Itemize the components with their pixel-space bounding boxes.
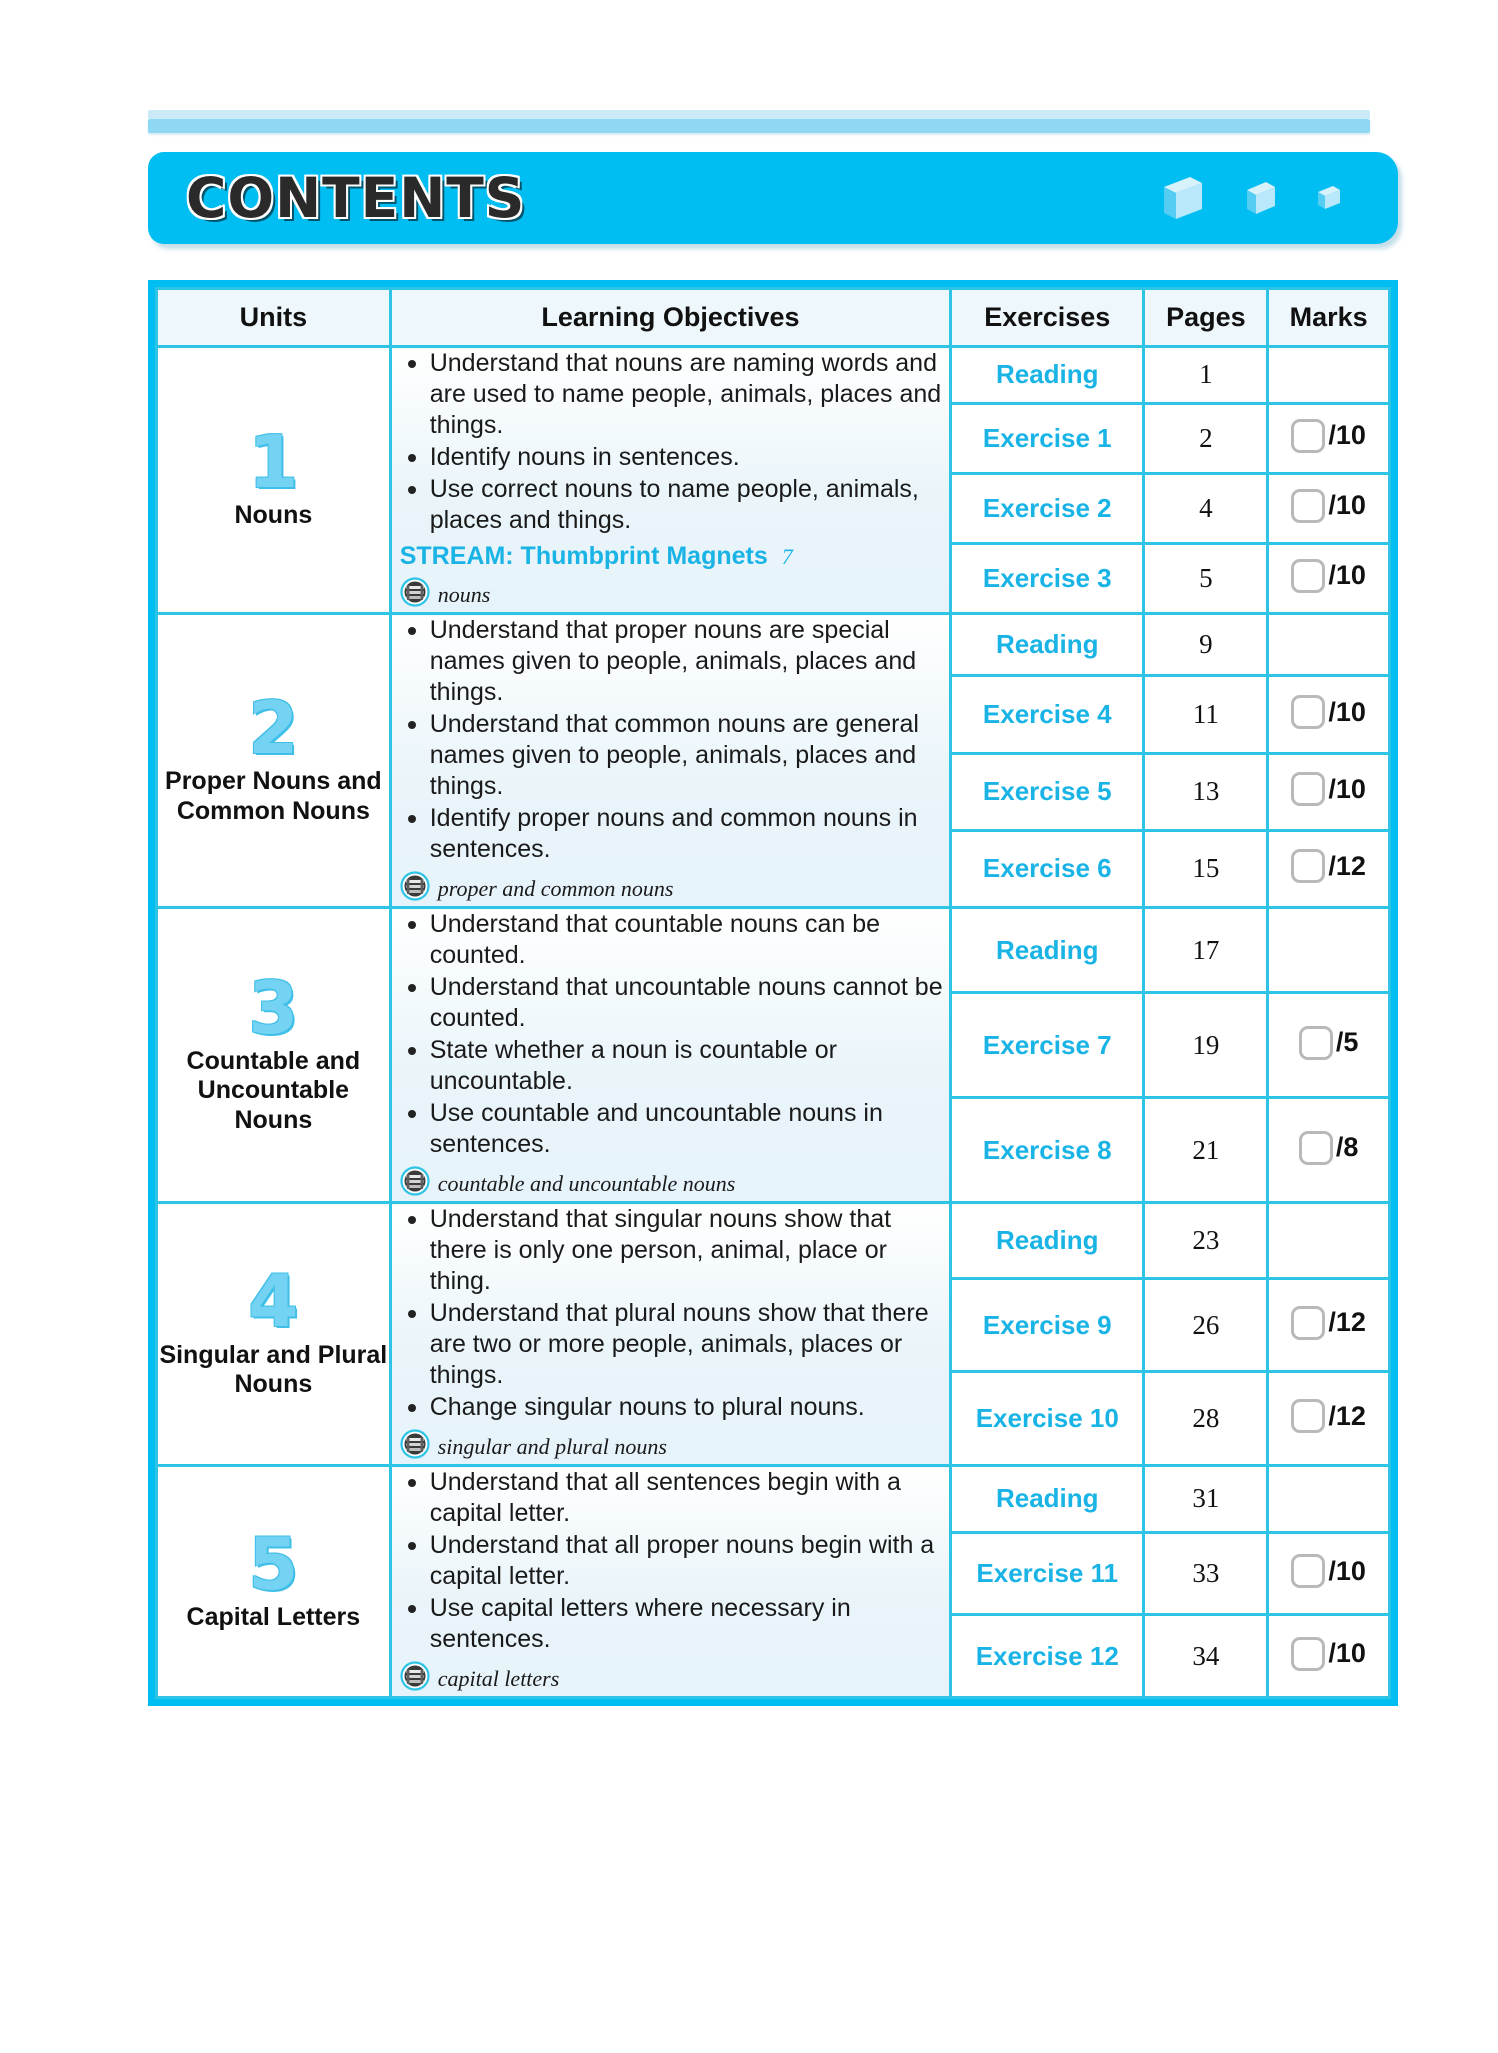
marks-cell xyxy=(1268,614,1390,676)
col-header-marks: Marks xyxy=(1268,289,1390,347)
page-number xyxy=(1144,1278,1268,1372)
unit-number: 2 xyxy=(248,685,299,770)
page-number xyxy=(1144,1203,1268,1279)
stream-label: STREAM: Thumbprint Magnets xyxy=(399,542,768,570)
objective-item: State whether a noun is countable or uncountable. xyxy=(400,1035,949,1097)
marks-total: /12 xyxy=(1328,850,1366,881)
marks-cell[interactable] xyxy=(1268,473,1390,543)
marks-cell[interactable] xyxy=(1268,1615,1390,1698)
table-row xyxy=(157,347,1390,404)
page-number xyxy=(1144,403,1268,473)
marks-cell xyxy=(1268,1203,1390,1279)
page-title: CONTENTS xyxy=(186,166,526,230)
exercise-link[interactable] xyxy=(951,830,1144,907)
page-number-value: 5 xyxy=(1199,562,1213,593)
marks-cell[interactable] xyxy=(1268,993,1390,1098)
objectives-cell-5 xyxy=(390,1466,950,1698)
objective-item: Understand that singular nouns show that there is only one person, animal, place or thing. xyxy=(400,1204,949,1297)
unit-cell-3 xyxy=(157,908,391,1203)
marks-total: /12 xyxy=(1328,1307,1366,1338)
objective-item: Understand that all sentences begin with a capital letter. xyxy=(400,1467,949,1529)
page-number-value: 17 xyxy=(1192,934,1220,965)
marks-total: /10 xyxy=(1328,696,1366,727)
exercise-label: Reading xyxy=(995,934,1099,965)
page-number-value: 23 xyxy=(1192,1224,1220,1255)
video-icon xyxy=(400,1166,430,1201)
marks-entry[interactable] xyxy=(1299,1026,1359,1060)
contents-banner xyxy=(148,152,1398,244)
marks-cell[interactable] xyxy=(1268,543,1390,613)
marks-entry[interactable] xyxy=(1291,772,1366,806)
objective-item: Use countable and uncountable nouns in sentences. xyxy=(400,1098,949,1160)
marks-total: /10 xyxy=(1328,1555,1366,1586)
page-number-value: 28 xyxy=(1192,1403,1220,1434)
score-input-box[interactable] xyxy=(1291,1554,1325,1588)
marks-total: /10 xyxy=(1328,420,1366,451)
score-input-box[interactable] xyxy=(1291,1399,1325,1433)
marks-total: /5 xyxy=(1335,1027,1359,1057)
score-input-box[interactable] xyxy=(1291,849,1325,883)
video-resource[interactable] xyxy=(400,577,949,612)
objective-item: Use capital letters where necessary in sentences. xyxy=(400,1593,949,1655)
table-row xyxy=(157,1203,1390,1279)
video-label: countable and uncountable nouns xyxy=(437,1170,736,1196)
marks-cell[interactable] xyxy=(1268,403,1390,473)
exercise-label: Reading xyxy=(995,1483,1099,1514)
exercise-link[interactable] xyxy=(951,1372,1144,1466)
video-label: proper and common nouns xyxy=(437,875,674,901)
exercise-label: Exercise 9 xyxy=(982,1309,1112,1340)
stream-page-number: 7 xyxy=(781,544,793,569)
page-number xyxy=(1144,473,1268,543)
objectives-cell-3 xyxy=(390,908,950,1203)
marks-total: /10 xyxy=(1328,773,1366,804)
unit-number: 1 xyxy=(248,420,299,505)
unit-title: Nouns xyxy=(234,501,313,530)
exercise-label: Exercise 4 xyxy=(982,699,1112,730)
table-row xyxy=(157,614,1390,676)
video-icon xyxy=(400,1429,430,1464)
col-header-pages: Pages xyxy=(1144,289,1268,347)
objective-item: Understand that plural nouns show that there are two or more people, animals, places or things. xyxy=(400,1298,949,1391)
marks-total: /12 xyxy=(1328,1400,1366,1431)
col-header-exercises: Exercises xyxy=(951,289,1144,347)
exercise-label: Exercise 8 xyxy=(982,1134,1112,1165)
marks-cell xyxy=(1268,347,1390,404)
objective-item: Understand that countable nouns can be counted. xyxy=(400,909,949,971)
page-number-value: 11 xyxy=(1192,699,1219,730)
cube-icon-medium xyxy=(1244,179,1278,217)
unit-title: Countable and Uncountable Nouns xyxy=(186,1046,361,1134)
objective-item: Identify nouns in sentences. xyxy=(400,442,949,473)
score-input-box[interactable] xyxy=(1291,419,1325,453)
table-row xyxy=(157,1466,1390,1533)
score-input-box[interactable] xyxy=(1291,1637,1325,1671)
exercise-link[interactable] xyxy=(951,1203,1144,1279)
video-label: nouns xyxy=(437,581,491,607)
exercise-label: Exercise 11 xyxy=(976,1558,1119,1589)
unit-number: 3 xyxy=(248,965,299,1050)
marks-cell xyxy=(1268,1466,1390,1533)
unit-number: 5 xyxy=(248,1521,299,1606)
exercise-label: Exercise 3 xyxy=(982,562,1112,593)
objectives-list xyxy=(400,615,949,865)
marks-entry[interactable] xyxy=(1291,849,1366,883)
objective-item: Change singular nouns to plural nouns. xyxy=(400,1392,949,1423)
marks-total: /10 xyxy=(1328,560,1366,591)
marks-cell[interactable] xyxy=(1268,753,1390,830)
page-number-value: 2 xyxy=(1199,422,1213,453)
score-input-box[interactable] xyxy=(1299,1131,1333,1165)
video-resource[interactable] xyxy=(400,1429,949,1464)
video-icon xyxy=(400,577,430,612)
objective-item: Understand that all proper nouns begin with a capital letter. xyxy=(400,1530,949,1592)
marks-cell xyxy=(1268,908,1390,993)
unit-cell-1 xyxy=(157,347,391,614)
marks-entry[interactable] xyxy=(1291,559,1366,593)
exercise-link[interactable] xyxy=(951,1615,1144,1698)
exercise-link[interactable] xyxy=(951,347,1144,404)
page-number-value: 19 xyxy=(1192,1029,1220,1060)
exercise-link[interactable] xyxy=(951,753,1144,830)
score-input-box[interactable] xyxy=(1291,559,1325,593)
page-number-value: 4 xyxy=(1199,492,1213,523)
page-number-value: 1 xyxy=(1199,359,1213,390)
page-number xyxy=(1144,908,1268,993)
unit-number: 4 xyxy=(248,1259,299,1344)
page-number-value: 9 xyxy=(1199,629,1213,660)
page-number xyxy=(1144,1098,1268,1203)
table-row xyxy=(157,908,1390,993)
exercise-link[interactable] xyxy=(951,993,1144,1098)
score-input-box[interactable] xyxy=(1291,1306,1325,1340)
marks-entry[interactable] xyxy=(1291,1637,1366,1671)
col-header-units: Units xyxy=(157,289,391,347)
objectives-cell-2 xyxy=(390,614,950,908)
exercise-link[interactable] xyxy=(951,614,1144,676)
marks-entry[interactable] xyxy=(1291,1306,1366,1340)
objective-item: Use correct nouns to name people, animals, places and things. xyxy=(400,474,949,536)
objective-item: Understand that proper nouns are special names given to people, animals, places and things. xyxy=(400,615,949,708)
exercise-link[interactable] xyxy=(951,908,1144,993)
objectives-list xyxy=(400,1204,949,1423)
video-icon xyxy=(400,1661,430,1696)
page-number-value: 15 xyxy=(1192,853,1220,884)
exercise-label: Reading xyxy=(995,1224,1099,1255)
marks-total: /8 xyxy=(1335,1132,1359,1162)
exercise-link[interactable] xyxy=(951,1466,1144,1533)
objectives-cell-1 xyxy=(390,347,950,614)
page-number xyxy=(1144,1615,1268,1698)
page-number xyxy=(1144,1372,1268,1466)
marks-entry[interactable] xyxy=(1291,419,1366,453)
exercise-label: Exercise 6 xyxy=(982,853,1112,884)
page-number xyxy=(1144,543,1268,613)
marks-cell[interactable] xyxy=(1268,1532,1390,1615)
stream-activity xyxy=(400,542,949,571)
page-number-value: 33 xyxy=(1192,1558,1220,1589)
exercise-label: Exercise 5 xyxy=(982,776,1112,807)
exercise-link[interactable] xyxy=(951,403,1144,473)
top-bar-pale xyxy=(148,110,1370,119)
marks-entry[interactable] xyxy=(1291,1554,1366,1588)
col-header-objectives: Learning Objectives xyxy=(390,289,950,347)
marks-entry[interactable] xyxy=(1291,489,1366,523)
page-number xyxy=(1144,1532,1268,1615)
page-number-value: 13 xyxy=(1192,776,1220,807)
marks-cell[interactable] xyxy=(1268,676,1390,753)
page-number xyxy=(1144,347,1268,404)
unit-cell-4 xyxy=(157,1203,391,1466)
banner-icon-group xyxy=(1160,173,1342,223)
exercise-link[interactable] xyxy=(951,1532,1144,1615)
page-number-value: 26 xyxy=(1192,1309,1220,1340)
contents-table xyxy=(155,287,1391,1699)
video-resource[interactable] xyxy=(400,1661,949,1696)
video-resource[interactable] xyxy=(400,1166,949,1201)
unit-title: Capital Letters xyxy=(186,1602,361,1631)
top-bar-strong xyxy=(148,119,1370,133)
top-decorative-bars xyxy=(148,110,1370,133)
objectives-list xyxy=(400,909,949,1160)
page-number xyxy=(1144,830,1268,907)
marks-cell[interactable] xyxy=(1268,1278,1390,1372)
objective-item: Understand that common nouns are general names given to people, animals, places and things. xyxy=(400,709,949,802)
exercise-label: Exercise 12 xyxy=(975,1640,1119,1671)
page-number xyxy=(1144,753,1268,830)
exercise-link[interactable] xyxy=(951,543,1144,613)
table-header-row xyxy=(157,289,1390,347)
score-input-box[interactable] xyxy=(1291,772,1325,806)
page-number xyxy=(1144,993,1268,1098)
objectives-list xyxy=(400,1467,949,1655)
marks-entry[interactable] xyxy=(1291,695,1366,729)
page-number-value: 21 xyxy=(1192,1134,1220,1165)
exercise-label: Reading xyxy=(995,629,1099,660)
cube-icon-small xyxy=(1316,184,1342,212)
exercise-label: Reading xyxy=(995,359,1099,390)
unit-title: Proper Nouns and Common Nouns xyxy=(165,767,382,825)
objective-item: Understand that uncountable nouns cannot be counted. xyxy=(400,972,949,1034)
exercise-label: Exercise 1 xyxy=(982,422,1112,453)
video-label: singular and plural nouns xyxy=(437,1433,667,1459)
video-label: capital letters xyxy=(437,1665,560,1691)
exercise-link[interactable] xyxy=(951,1098,1144,1203)
page-number xyxy=(1144,676,1268,753)
page-number xyxy=(1144,614,1268,676)
score-input-box[interactable] xyxy=(1291,695,1325,729)
page-number xyxy=(1144,1466,1268,1533)
exercise-label: Exercise 2 xyxy=(982,492,1112,523)
exercise-link[interactable] xyxy=(951,1278,1144,1372)
objective-item: Identify proper nouns and common nouns in sentences. xyxy=(400,803,949,865)
marks-total: /10 xyxy=(1328,1638,1366,1669)
marks-cell[interactable] xyxy=(1268,1372,1390,1466)
video-icon xyxy=(400,871,430,906)
marks-entry[interactable] xyxy=(1299,1131,1359,1165)
cube-icon-large xyxy=(1160,173,1206,223)
marks-entry[interactable] xyxy=(1291,1399,1366,1433)
marks-total: /10 xyxy=(1328,490,1366,521)
exercise-label: Exercise 7 xyxy=(982,1029,1112,1060)
marks-cell[interactable] xyxy=(1268,1098,1390,1203)
objectives-list xyxy=(400,348,949,536)
exercise-link[interactable] xyxy=(951,473,1144,543)
contents-table-body xyxy=(157,347,1390,1698)
score-input-box[interactable] xyxy=(1291,489,1325,523)
score-input-box[interactable] xyxy=(1299,1026,1333,1060)
objectives-cell-4 xyxy=(390,1203,950,1466)
objective-item: Understand that nouns are naming words and are used to name people, animals, places and things. xyxy=(400,348,949,441)
contents-table-frame xyxy=(148,280,1398,1706)
unit-title: Singular and Plural Nouns xyxy=(159,1340,388,1399)
unit-cell-5 xyxy=(157,1466,391,1698)
video-resource[interactable] xyxy=(400,871,949,906)
page-number-value: 34 xyxy=(1192,1640,1220,1671)
page-number-value: 31 xyxy=(1192,1483,1220,1514)
exercise-label: Exercise 10 xyxy=(975,1403,1119,1434)
marks-cell[interactable] xyxy=(1268,830,1390,907)
unit-cell-2 xyxy=(157,614,391,908)
exercise-link[interactable] xyxy=(951,676,1144,753)
